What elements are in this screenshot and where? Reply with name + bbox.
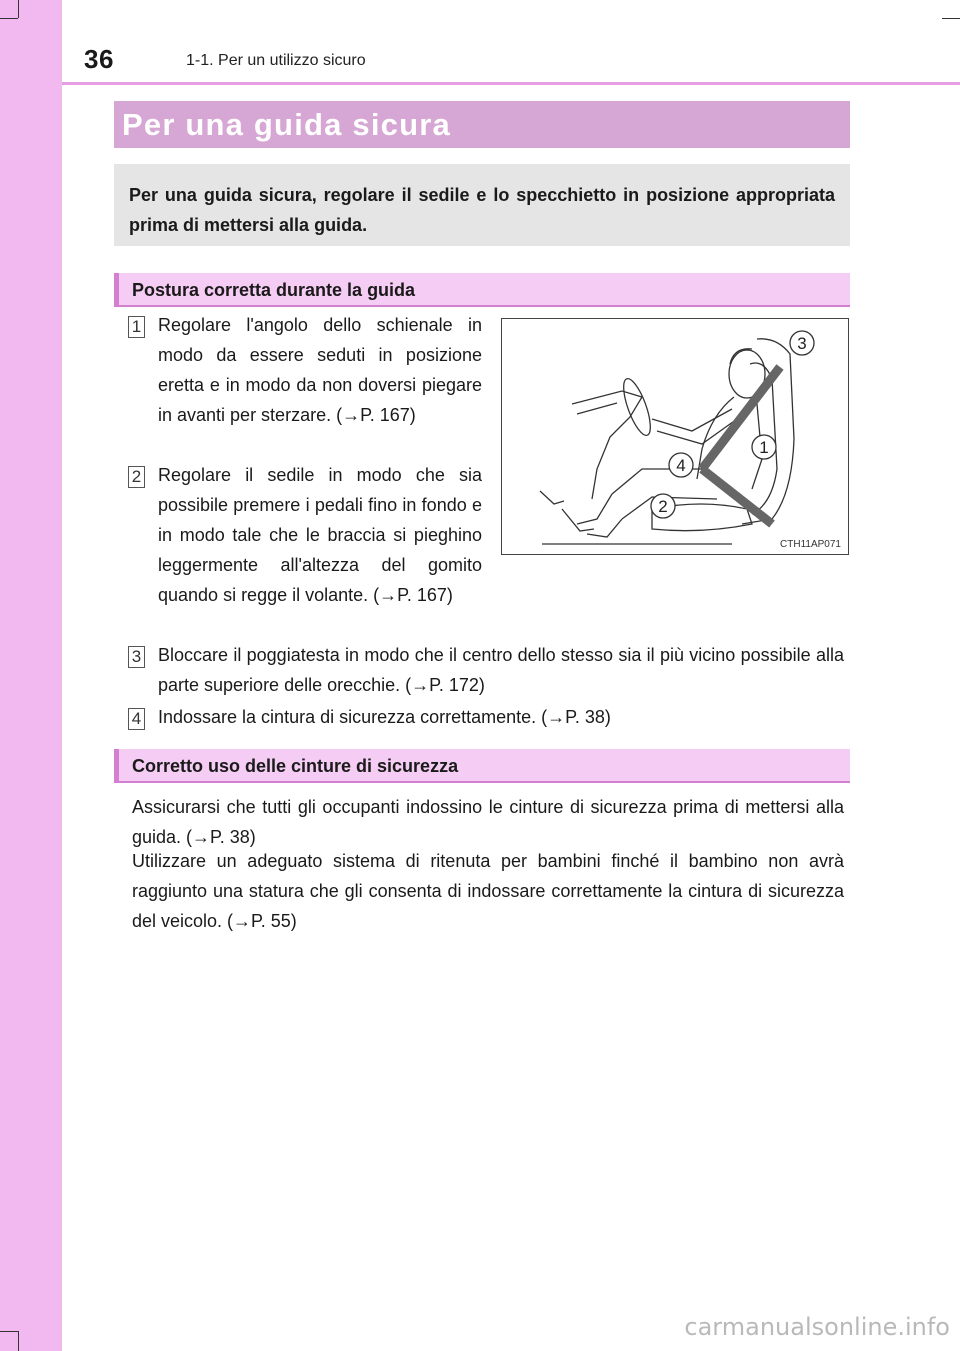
page-margin-band — [0, 0, 62, 1351]
section-breadcrumb: 1-1. Per un utilizzo sicuro — [186, 52, 366, 69]
crop-mark — [18, 0, 19, 18]
callout-label: 3 — [797, 334, 807, 353]
page-title: Per una guida sicura — [122, 107, 451, 142]
intro-box: Per una guida sicura, regolare il sedile e lo specchietto in posizione appropriata prima di mettersi alla guida. — [114, 164, 850, 246]
section-heading-posture — [114, 273, 850, 307]
watermark: carmanualsonline.info — [684, 1313, 950, 1341]
callout-label: 4 — [676, 456, 686, 475]
callout-label: 2 — [658, 497, 668, 516]
page-title-band — [114, 101, 850, 148]
section-heading-seatbelts — [114, 749, 850, 783]
item-marker: 3 — [128, 646, 145, 668]
header-rule — [62, 82, 960, 85]
paragraph: Assicurarsi che tutti gli occupanti indossino le cinture di sicurezza prima di mettersi alla guida. (→P. 38) — [132, 797, 844, 847]
callout-label: 1 — [759, 438, 769, 457]
crop-mark — [0, 1331, 18, 1332]
item-marker: 1 — [128, 316, 145, 338]
page-number: 36 — [84, 44, 114, 74]
crop-mark — [942, 18, 960, 19]
list-item: Indossare la cintura di sicurezza correttamente. (→P. 38) — [158, 707, 611, 727]
crop-mark — [18, 1331, 19, 1351]
section-heading-label: Postura corretta durante la guida — [132, 280, 416, 300]
list-item: Bloccare il poggiatesta in modo che il centro dello stesso sia il più vicino possibile alla parte superiore delle orecchie. (→P. 172) — [158, 645, 844, 695]
section-heading-label: Corretto uso delle cinture di sicurezza — [132, 756, 459, 776]
driving-posture-illustration — [501, 318, 849, 555]
driver-seat-drawing — [502, 319, 848, 554]
item-marker: 4 — [128, 708, 145, 730]
paragraph: Utilizzare un adeguato sistema di ritenuta per bambini finché il bambino non avrà raggiunto una statura che gli consenta di indossare correttamente la cintura di sicurezza del veicolo. (→P. 55) — [132, 851, 844, 931]
crop-mark — [0, 18, 18, 19]
item-marker: 2 — [128, 466, 145, 488]
figure-code: CTH11AP071 — [780, 539, 841, 550]
list-item: Regolare il sedile in modo che sia possibile premere i pedali fino in fondo e in modo tale che le braccia si pieghino leggermente all'altezza del gomito quando si regge il volante. (→P. 167) — [158, 465, 482, 605]
list-item: Regolare l'angolo dello schienale in modo da essere seduti in posizione eretta e in modo da non doversi piegare in avanti per sterzare. (→P. 167) — [158, 315, 482, 425]
